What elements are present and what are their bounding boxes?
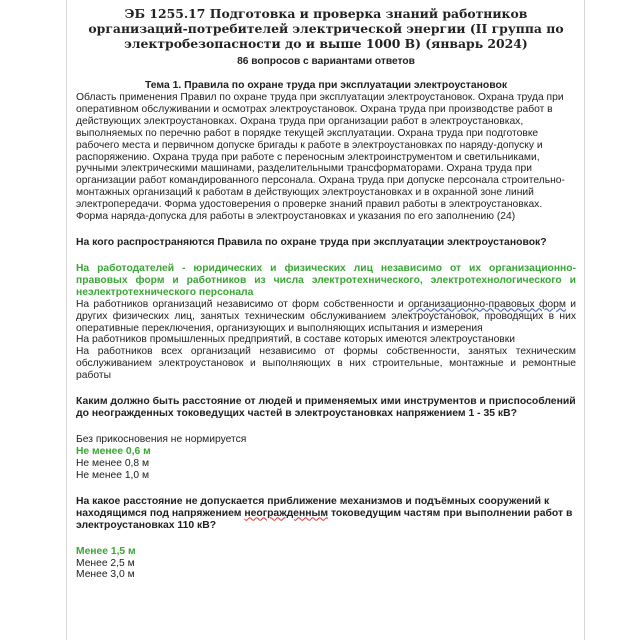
answer-correct: На работодателей - юридических и физических лиц независимо от их организационно-правовых форм и работников из числа электротехнического, электротехнологического и неэлектротехнического персонала: [76, 262, 576, 298]
document-subtitle: 86 вопросов с вариантами ответов: [237, 56, 415, 67]
question-text: На какое расстояние не допускается приближение механизмов и подъёмных сооружений к находящимся под напряжением: [76, 495, 550, 519]
answer-text: и других физических лиц, занятых техническим обслуживанием электроустановок, проводящих в них оперативные переключения, организующих и выполняющих испытания и измерения: [76, 298, 576, 334]
question-text: токоведущим частям при выполнении работ в электроустановках 110 кВ?: [76, 507, 573, 531]
answer-option: На работников всех организаций независимо от формы собственности, занятых техническим обслуживанием электроустановок и выполняющих в них строительные, монтажные и ремонтные работы: [76, 346, 576, 382]
answer-option: На работников промышленных предприятий, в составе которых имеются электроустановки: [76, 334, 516, 346]
answer-list-3: [76, 546, 576, 582]
answer-option: Без прикосновения не нормируется: [76, 434, 247, 446]
answer-correct: Не менее 0,6 м: [76, 445, 151, 457]
answer-option: Менее 2,5 м: [76, 557, 135, 569]
topic-heading: Тема 1. Правила по охране труда при эксплуатации электроустановок: [144, 80, 508, 91]
answer-option: Не менее 0,8 м: [76, 457, 150, 469]
spelling-flagged-text: неогражденным: [244, 507, 329, 519]
answer-list-2: [76, 434, 576, 482]
document-title: ЭБ 1255.17 Подготовка и проверка знаний работников организаций-потребителей электрической энергии (II группа по электробезопасности до и выше 1000 В) (январь 2024): [88, 6, 564, 51]
answer-correct: Менее 1,5 м: [76, 545, 136, 557]
topic-description: Область применения Правил по охране труда при эксплуатации электроустановок. Охрана труда при оперативном обслуживании и осмотрах электроустановок. Охрана труда при производстве работ в действующих электроустановках. Охрана труда при организации работ в электроустановках, выполняемых по перечню работ в порядке текущей эксплуатации. Охрана труда при подготовке рабочего места и первичном допуске бригады к работе в электроустановках по наряду-допуску и распоряжению. Охрана труда при работе с переносным электроинструментом и светильниками, ручными электрическими машинами, разделительными трансформаторами. Охрана труда при организации работ командированного персонала. Охрана труда при допуске персонала строительно-монтажных организаций к работам в действующих электроустановках и в охранной зоне линий электропередачи. Форма удостоверения о проверке знаний правил работы в электроустановках. Форма наряда-допуска для работы в электроустановках и указания по его заполнению (24): [76, 92, 565, 223]
grammar-flagged-text: организационно-правовых форм: [408, 298, 566, 310]
answer-list-1: [76, 263, 576, 382]
question-1: На кого распространяются Правила по охране труда при эксплуатации электроустановок?: [76, 236, 547, 248]
answer-option: Не менее 1,0 м: [76, 469, 150, 481]
document-content: [76, 6, 576, 595]
answer-option: [76, 299, 576, 335]
answer-option: Менее 3,0 м: [76, 569, 135, 581]
question-3: [76, 496, 576, 532]
answer-text: На работников организаций независимо от форм собственности и: [76, 298, 409, 310]
question-2: Каким должно быть расстояние от людей и применяемых ими инструментов и приспособлений до неогражденных токоведущих частей в электроустановках напряжением 1 - 35 кВ?: [76, 396, 576, 420]
